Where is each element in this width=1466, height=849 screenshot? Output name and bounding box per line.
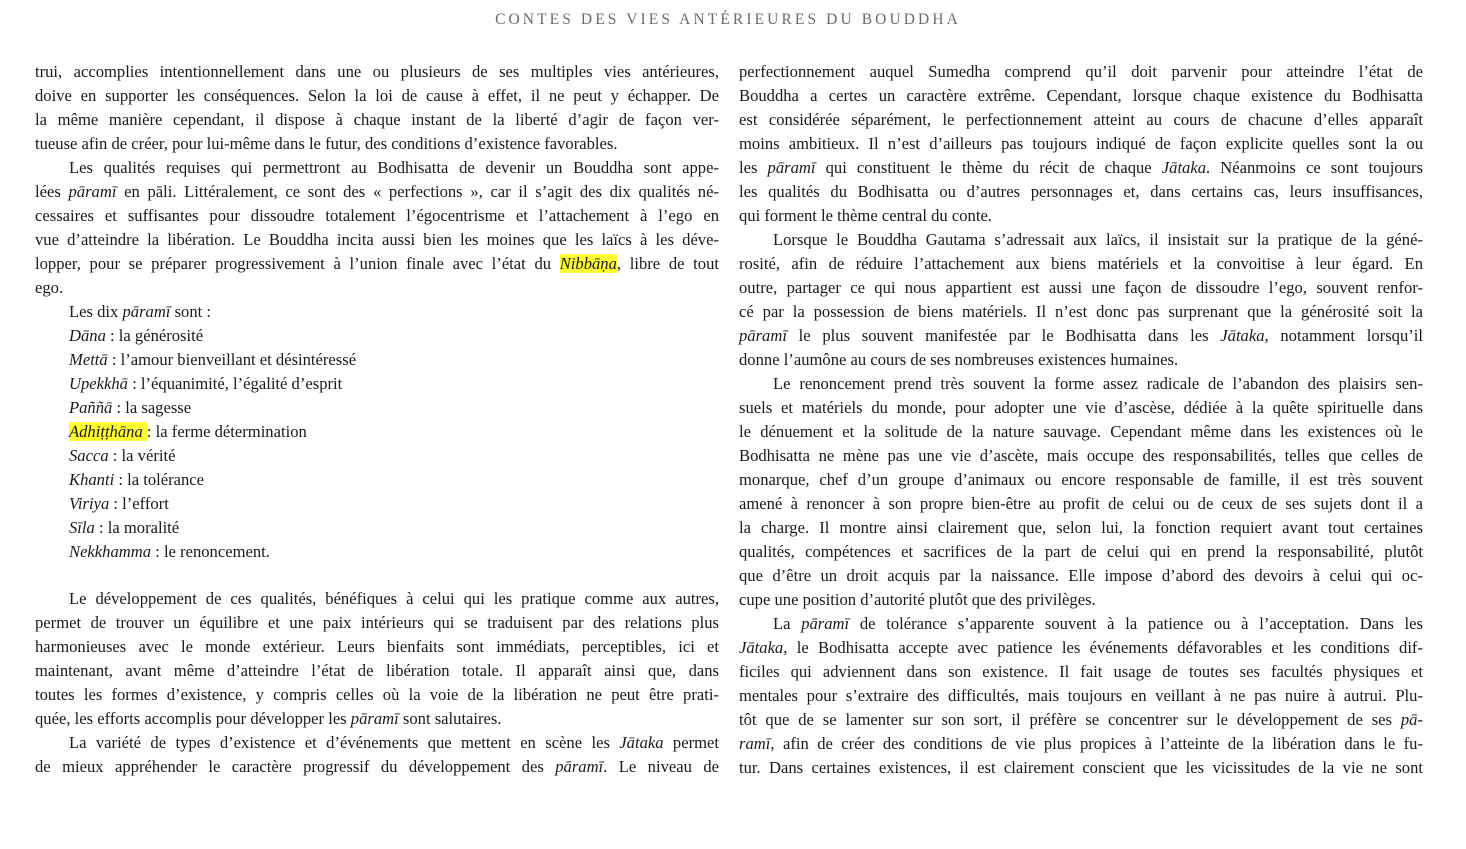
paragraph-generosite [739, 228, 1423, 372]
text-line: cupe une position d’autorité plutôt que des privilèges. [739, 590, 1096, 609]
text-line: Les qualités requises qui permettront au Bodhisatta de devenir un Bouddha sont appe- [69, 158, 719, 177]
text-line: lées pāramī en pāli. Littéralement, ce sont des « perfections », car il s’agit des dix qualités né- [35, 182, 719, 201]
text-line: perfectionnement auquel Sumedha comprend qu’il doit parvenir pour atteindre l’état de [739, 62, 1423, 81]
paragraph-parami-definition [35, 156, 719, 300]
text-line: Bodhisatta ne mène pas une vie d’ascète, mais occupe des responsabilités, telles que celles de [739, 446, 1423, 465]
highlight-adhitthana[interactable]: Adhiṭṭhāna [69, 422, 147, 441]
text-line: cessaires et suffisantes pour dissoudre totalement l’égocentrisme et l’attachement à l’ego en [35, 206, 719, 225]
text-line: les pāramī qui constituent le thème du récit de chaque Jātaka. Néanmoins ce sont toujours [739, 158, 1423, 177]
text-line: Le développement de ces qualités, bénéfiques à celui qui les pratique comme aux autres, [69, 589, 719, 608]
text-line: tueuse afin de créer, pour lui-même dans le futur, des conditions d’existence favorables. [35, 134, 618, 153]
text-line: ficiles qui adviennent dans son existence. Il fait usage de toutes ses facultés physiques et [739, 662, 1423, 681]
text-line: quée, les efforts accomplis pour développer les pāramī sont salutaires. [35, 709, 502, 728]
parami-term: Nekkhamma [69, 542, 152, 561]
text-line: moins ambitieux. Il n’est d’ailleurs pas toujours indiqué de façon explicite quelles sont la ou [739, 134, 1423, 153]
parami-term: Dāna [69, 326, 106, 345]
list-item: Sacca : la vérité [69, 446, 176, 465]
text-line: tôt que de se lamenter sur son sort, il préfère se concentrer sur le développement de ses pā- [739, 710, 1423, 729]
parami-list [35, 300, 719, 564]
text-line: qualités, compétences et sacrifices de la part de celui qui en prend la responsabilité, plutôt [739, 542, 1423, 561]
paragraph-gap [35, 564, 719, 587]
text-line: tur. Dans certaines existences, il est clairement conscient que les vicissitudes de la vie ne sont [739, 758, 1423, 777]
parami-term: Paññā [69, 398, 113, 417]
text-line: les qualités du Bodhisatta ou d’autres personnages et, dans certains cas, leurs insuffisances, [739, 182, 1423, 201]
text-line: rosité, afin de réduire l’attachement aux biens matériels et la convoitise à leur égard. En [739, 254, 1423, 273]
parami-term: Viriya [69, 494, 110, 513]
text-line: lopper, pour se préparer progressivement à l’union finale avec l’état du Nibbāṇa, libre de tout [35, 254, 719, 273]
text-line: Jātaka, le Bodhisatta accepte avec patience les événements défavorables et les conditions dif- [739, 638, 1423, 657]
text-line: de mieux appréhender le caractère progressif du développement des pāramī. Le niveau de [35, 757, 719, 776]
text-line: ego. [35, 278, 64, 297]
text-line: La pāramī de tolérance s’apparente souvent à la patience ou à l’acceptation. Dans les [773, 614, 1423, 633]
text-line: Le renoncement prend très souvent la forme assez radicale de l’abandon des plaisirs sen- [773, 374, 1423, 393]
parami-term: Mettā [69, 350, 108, 369]
list-item: Paññā : la sagesse [69, 398, 192, 417]
list-item: Sīla : la moralité [69, 518, 180, 537]
list-item: Nekkhamma : le renoncement. [69, 542, 270, 561]
list-item: Khanti : la tolérance [69, 470, 205, 489]
text-line: donne l’aumône au cours de ses nombreuses existences humaines. [739, 350, 1179, 369]
parami-term: Sacca [69, 446, 109, 465]
paragraph-tolerance [739, 612, 1423, 780]
text-line: mentales pour s’extraire des difficultés, mais toujours en veillant à ne pas nuire à autrui. Plu- [739, 686, 1423, 705]
text-line: permet de trouver un équilibre et une paix intérieurs qui se traduisent par des relations plus [35, 613, 719, 632]
text-line: monarque, chef d’un groupe d’animaux ou encore responsable de famille, il est très souvent [739, 470, 1423, 489]
italic-term: pāramī [68, 182, 117, 201]
running-header: CONTES DES VIES ANTÉRIEURES DU BOUDDHA [495, 11, 961, 28]
text-line: maintenant, avant même d’atteindre l’état de libération totale. Il apparaît ainsi que, dans [35, 661, 719, 680]
paragraph-renoncement [739, 372, 1423, 612]
paragraph-variety [35, 731, 719, 779]
text-line: Lorsque le Bouddha Gautama s’adressait aux laïcs, il insistait sur la pratique de la géné- [773, 230, 1423, 249]
paragraph-perfectionnement [739, 60, 1423, 228]
list-intro: Les dix pāramī sont : [69, 302, 211, 321]
text-line: la charge. Il montre ainsi clairement que, selon lui, la fonction requiert avant tout certaines [739, 518, 1423, 537]
text-line: le dénuement et la solitude de la nature sauvage. Cependant même dans les existences où le [739, 422, 1423, 441]
text-line: que d’être un droit acquis par la naissance. Elle impose d’abord des devoirs à celui qui oc- [739, 566, 1423, 585]
text-line: qui forment le thème central du conte. [739, 206, 992, 225]
highlight-nibbana[interactable]: Nibbāṇa [559, 254, 617, 273]
parami-term: Sīla [69, 518, 95, 537]
text-line: vue d’atteindre la libération. Le Bouddha incita aussi bien les moines que les laïcs à les déve- [35, 230, 719, 249]
left-column [35, 60, 719, 779]
text-line: ramī, afin de créer des conditions de vie plus propices à l’atteinte de la libération dans le fu- [739, 734, 1423, 753]
text-line: trui, accomplies intentionnellement dans une ou plusieurs de ses multiples vies antérieures, [35, 62, 719, 81]
text-line: La variété de types d’existence et d’événements que mettent en scène les Jātaka permet [69, 733, 719, 752]
text-line: outre, partager ce qui nous appartient est aussi une façon de dissoudre l’ego, souvent renfor- [739, 278, 1423, 297]
text-line: est considérée séparément, le perfectionnement atteint au cours de chacune d’elles apparaît [739, 110, 1423, 129]
parami-term: Khanti [69, 470, 115, 489]
text-line: doive en supporter les conséquences. Selon la loi de cause à effet, il ne peut y échapper. De [35, 86, 719, 105]
text-line: Bouddha a certes un caractère extrême. Cependant, lorsque chaque existence du Bodhisatta [739, 86, 1423, 105]
text-line: cé par la possession de biens matériels. Il n’est donc pas surprenant que la générosité soit la [739, 302, 1423, 321]
text-line: toutes les formes d’existence, y compris celles où la voie de la libération ne peut être prati- [35, 685, 719, 704]
right-column [739, 60, 1423, 780]
text-line: amené à renoncer à son propre bien-être au profit de celui ou de ceux de ses sujets dont il a [739, 494, 1423, 513]
parami-term: Upekkhā [69, 374, 128, 393]
paragraph-karma [35, 60, 719, 156]
text-line: la même manière cependant, il dispose à chaque instant de la liberté d’agir de façon ver- [35, 110, 719, 129]
text-line: harmonieuses avec le monde extérieur. Leurs bienfaits sont immédiats, perceptibles, ici et [35, 637, 719, 656]
list-item: Viriya : l’effort [69, 494, 169, 513]
list-item: Mettā : l’amour bienveillant et désintéressé [69, 350, 357, 369]
paragraph-benefits [35, 587, 719, 731]
list-item: Dāna : la générosité [69, 326, 204, 345]
list-item: Adhiṭṭhāna : la ferme détermination [69, 422, 307, 441]
list-item: Upekkhā : l’équanimité, l’égalité d’esprit [69, 374, 343, 393]
text-line: suels et matériels du monde, pour adopter une vie d’ascèse, dédiée à la quête spirituelle dans [739, 398, 1423, 417]
text-line: pāramī le plus souvent manifestée par le Bodhisatta dans les Jātaka, notamment lorsqu’il [739, 326, 1423, 345]
